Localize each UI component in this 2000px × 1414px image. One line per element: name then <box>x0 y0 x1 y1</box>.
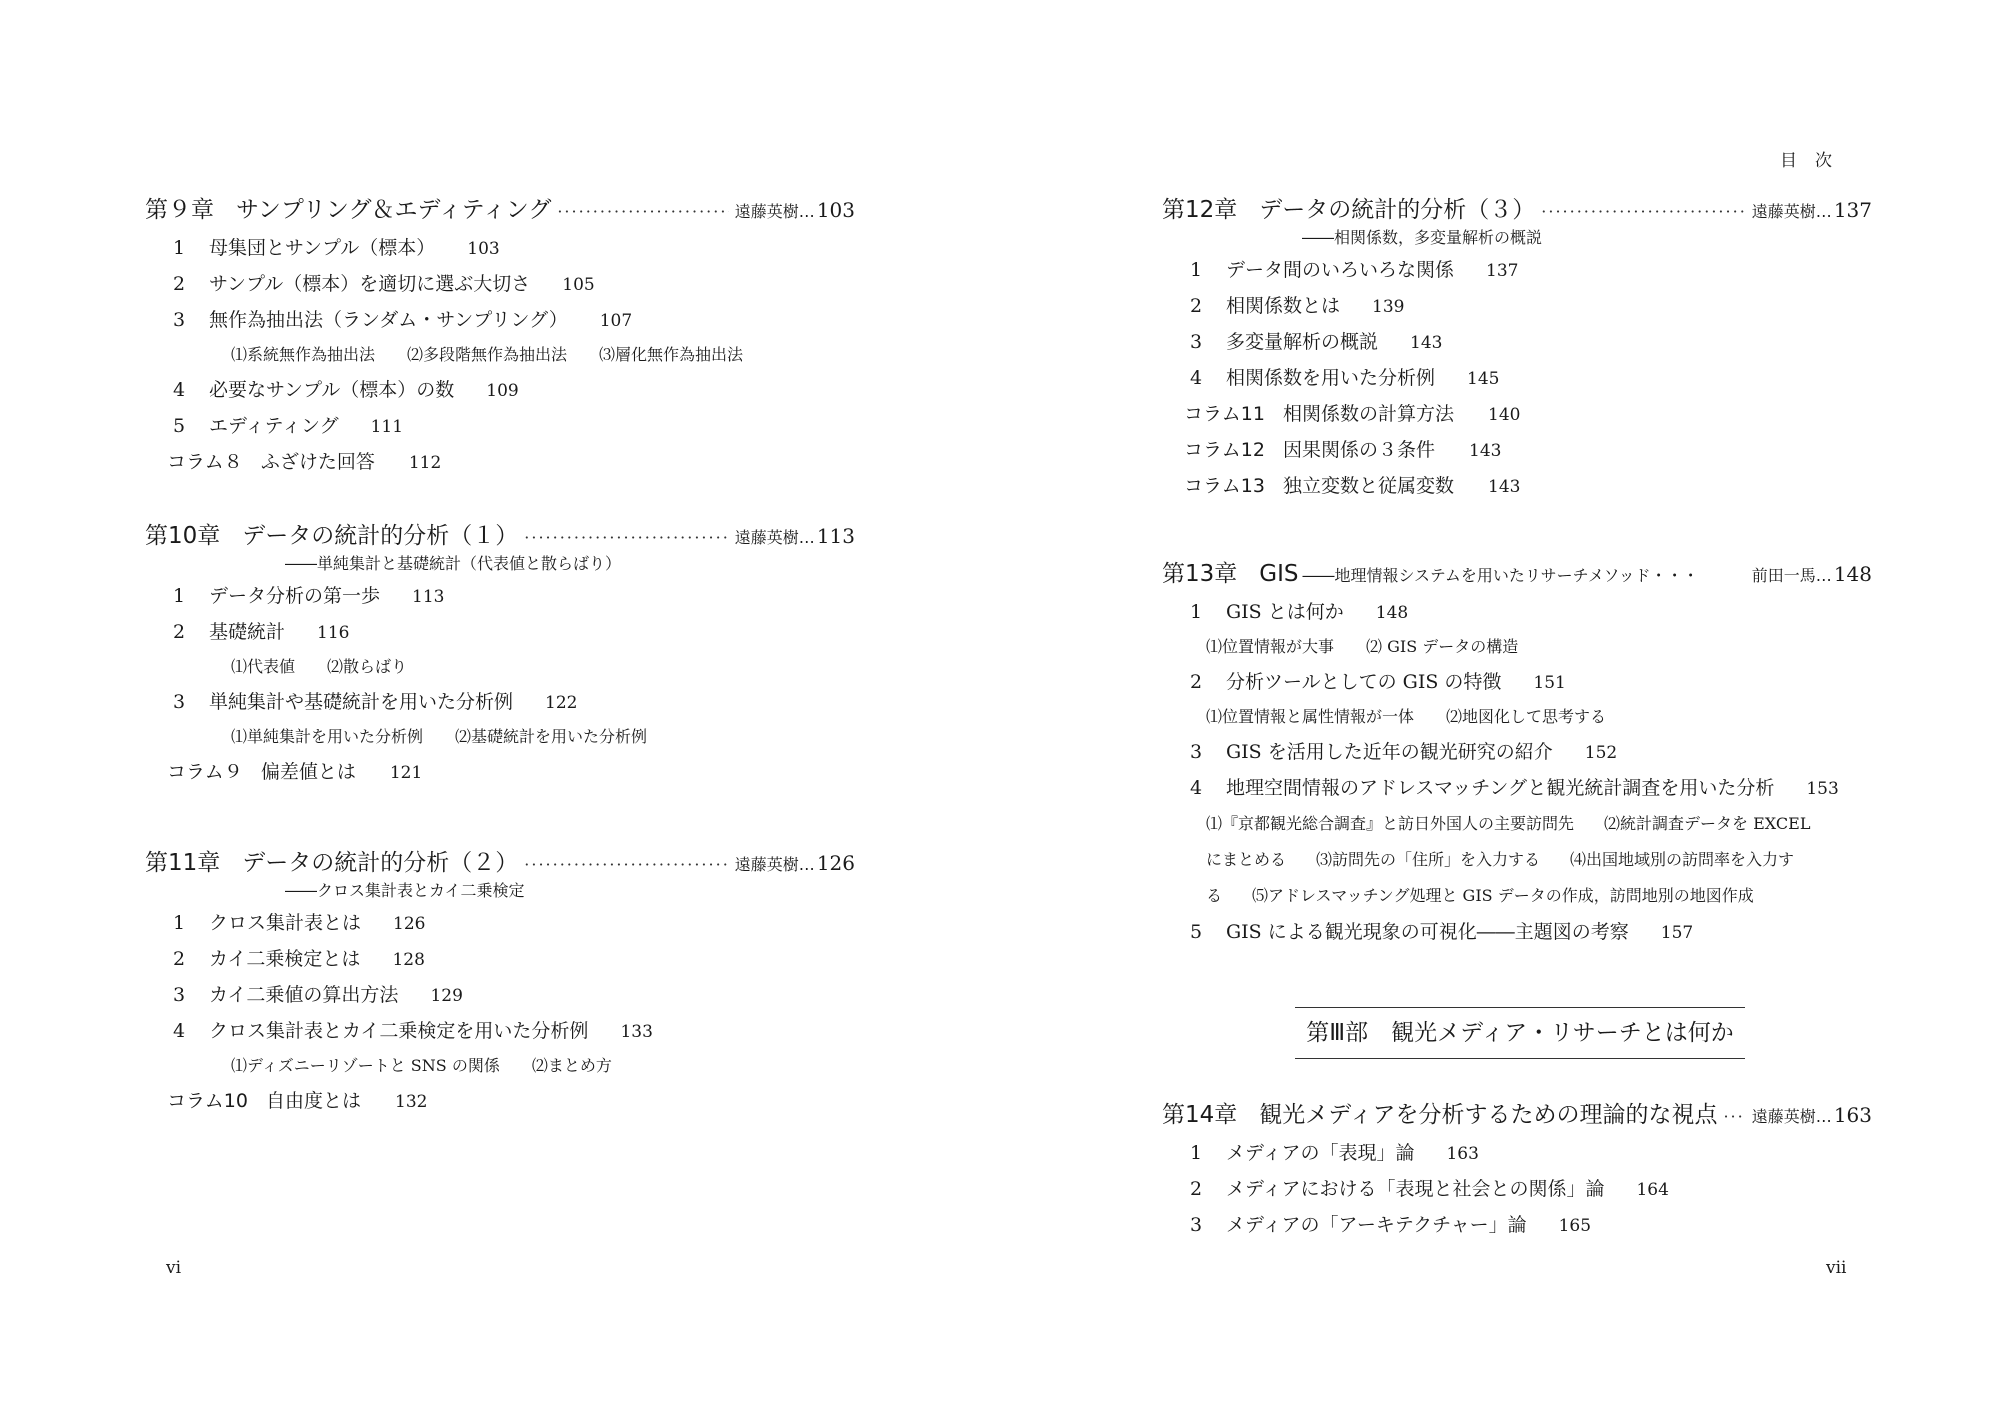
section-page: 133 <box>620 1022 653 1042</box>
section-item <box>173 684 855 720</box>
subsection: ⑵基礎統計を用いた分析例 <box>455 727 648 746</box>
subsection: ⑵ GIS データの構造 <box>1366 637 1519 656</box>
section-item <box>1190 770 1872 806</box>
section-title: 母集団とサンプル（標本） <box>209 237 436 259</box>
section-page: 151 <box>1533 673 1566 693</box>
subsection: ⑶訪問先の「住所」を入力する <box>1316 850 1541 869</box>
chapter-author: 前田一馬… <box>1751 566 1832 585</box>
section-title: カイ二乗値の算出方法 <box>209 984 399 1006</box>
section-page: 153 <box>1806 779 1839 799</box>
section-title: カイ二乗検定とは <box>209 948 361 970</box>
chapter-subtitle: ――地理情報システムを用いたリサーチメソッド・・・ <box>1302 566 1699 585</box>
section-number: 4 <box>173 379 186 401</box>
column-title: 独立変数と従属変数 <box>1283 475 1455 497</box>
chapter-title: データの統計的分析（３） <box>1259 197 1536 223</box>
section-title: メディアにおける「表現と社会との関係」論 <box>1226 1178 1605 1200</box>
column-label: コラム10 <box>167 1090 248 1112</box>
chapter-author: 遠藤英樹… <box>734 202 815 221</box>
running-header: 目次 <box>1780 151 1850 171</box>
section-title: 基礎統計 <box>209 621 286 643</box>
subsection-list <box>1190 630 1872 664</box>
section-number: 2 <box>173 621 186 643</box>
section-title: GIS による観光現象の可視化――主題図の考察 <box>1226 921 1629 943</box>
chapter-11 <box>145 843 855 1119</box>
subsection-list <box>173 338 855 372</box>
part-heading: 第Ⅲ部 観光メディア・リサーチとは何か <box>1295 1007 1745 1059</box>
section-number: 2 <box>1190 671 1203 693</box>
subsection: ⑴ディズニーリゾートと SNS の関係 <box>231 1056 500 1075</box>
subsection: ⑵統計調査データを EXCEL にまとめる <box>1206 814 1811 869</box>
section-page: 126 <box>393 914 426 934</box>
section-number: 5 <box>1190 921 1203 943</box>
subsection: ⑴単純集計を用いた分析例 <box>231 727 424 746</box>
section-title: 相関係数とは <box>1226 295 1341 317</box>
column-page: 140 <box>1488 405 1521 425</box>
section-number: 1 <box>173 912 186 934</box>
subsection: ⑵地図化して思考する <box>1446 707 1607 726</box>
chapter-14 <box>1162 1095 1872 1243</box>
chapter-page: 103 <box>816 198 855 222</box>
column-title: 自由度とは <box>266 1090 362 1112</box>
section-number: 1 <box>173 237 186 259</box>
section-item <box>1190 324 1872 360</box>
column-entry <box>1184 432 1872 468</box>
section-title: 分析ツールとしての GIS の特徴 <box>1226 671 1502 693</box>
section-item <box>173 614 855 650</box>
column-entry <box>1184 396 1872 432</box>
section-item <box>173 372 855 408</box>
section-number: 4 <box>1190 777 1203 799</box>
chapter-author: 遠藤英樹… <box>734 855 815 874</box>
section-page: 137 <box>1486 261 1519 281</box>
chapter-10 <box>145 516 855 790</box>
section-page: 139 <box>1372 297 1405 317</box>
section-title: GIS とは何か <box>1226 601 1344 623</box>
chapter-9 <box>145 190 855 480</box>
subsection: ⑵散らばり <box>327 657 408 676</box>
section-page: 157 <box>1660 923 1694 943</box>
column-page: 132 <box>395 1092 428 1112</box>
chapter-number: 第13章 <box>1162 561 1238 587</box>
subsection-list <box>173 720 855 754</box>
section-title: 相関係数を用いた分析例 <box>1226 367 1436 389</box>
section-item <box>1190 734 1872 770</box>
column-title: 因果関係の３条件 <box>1283 439 1436 461</box>
subsection: ⑵まとめ方 <box>531 1056 612 1075</box>
chapter-subtitle: ――単純集計と基礎統計（代表値と散らばり） <box>285 554 622 573</box>
section-item <box>1190 1135 1872 1171</box>
section-number: 1 <box>1190 601 1203 623</box>
section-title: エディティング <box>209 415 339 437</box>
section-item <box>1190 288 1872 324</box>
section-title: サンプル（標本）を適切に選ぶ大切さ <box>209 273 531 295</box>
section-title: クロス集計表とカイ二乗検定を用いた分析例 <box>209 1020 589 1042</box>
chapter-page: 148 <box>1833 562 1872 586</box>
column-page: 121 <box>389 763 423 783</box>
section-title: メディアの「アーキテクチャー」論 <box>1226 1214 1527 1236</box>
section-number: 1 <box>1190 1142 1203 1164</box>
section-number: 1 <box>1190 259 1203 281</box>
column-entry <box>145 754 855 790</box>
section-number: 3 <box>173 691 186 713</box>
subsection: ⑴『京都観光総合調査』と訪日外国人の主要訪問先 <box>1206 814 1575 833</box>
chapter-page: 137 <box>1833 198 1872 222</box>
column-label: コラム11 <box>1184 403 1265 425</box>
subsection-list <box>173 650 855 684</box>
chapter-title: GIS <box>1259 561 1299 587</box>
subsection: ⑴系統無作為抽出法 <box>231 345 376 364</box>
chapter-subtitle: ――クロス集計表とカイ二乗検定 <box>285 881 525 900</box>
section-title: データ分析の第一歩 <box>209 585 381 607</box>
column-title: 相関係数の計算方法 <box>1283 403 1455 425</box>
chapter-title: 観光メディアを分析するための理論的な視点 <box>1259 1102 1718 1128</box>
column-label: コラム12 <box>1184 439 1265 461</box>
chapter-heading <box>1162 1095 1872 1135</box>
column-entry <box>145 444 855 480</box>
section-page: 164 <box>1636 1180 1669 1200</box>
section-item <box>173 941 855 977</box>
section-item <box>1190 252 1872 288</box>
page-number: vii <box>1826 1258 1847 1278</box>
column-title: 偏差値とは <box>260 761 356 783</box>
dot-leader <box>524 845 729 885</box>
chapter-number: 第12章 <box>1162 197 1238 223</box>
subsection-list <box>1190 700 1872 734</box>
section-title: メディアの「表現」論 <box>1226 1142 1415 1164</box>
section-number: 3 <box>1190 741 1203 763</box>
section-item <box>1190 360 1872 396</box>
section-title: 多変量解析の概説 <box>1226 331 1379 353</box>
chapter-author: 遠藤英樹… <box>734 528 815 547</box>
subsection: ⑸アドレスマッチング処理と GIS データの作成，訪問地別の地図作成 <box>1252 886 1754 905</box>
right-page <box>1000 0 2000 1414</box>
section-page: 152 <box>1584 743 1618 763</box>
dot-leader <box>557 192 728 232</box>
section-title: GIS を活用した近年の観光研究の紹介 <box>1226 741 1553 763</box>
section-page: 145 <box>1467 369 1500 389</box>
subsection: ⑴位置情報と属性情報が一体 <box>1206 707 1415 726</box>
chapter-heading <box>145 190 855 230</box>
section-item <box>173 977 855 1013</box>
subsection: ⑴位置情報が大事 <box>1206 637 1335 656</box>
section-item <box>173 1013 855 1049</box>
section-item <box>1190 1171 1872 1207</box>
chapter-title: サンプリング＆エディティング <box>236 197 552 223</box>
chapter-subtitle: ――相関係数，多変量解析の概説 <box>1302 228 1543 247</box>
section-page: 143 <box>1410 333 1443 353</box>
section-item <box>173 266 855 302</box>
section-number: 2 <box>1190 295 1203 317</box>
column-label: コラム13 <box>1184 475 1265 497</box>
section-page: 129 <box>430 986 463 1006</box>
column-label: コラム９ <box>167 761 243 783</box>
section-page: 165 <box>1558 1216 1592 1236</box>
section-number: 3 <box>1190 331 1203 353</box>
section-item <box>1190 594 1872 630</box>
section-number: 2 <box>173 948 186 970</box>
column-page: 143 <box>1469 441 1502 461</box>
subsection: ⑴代表値 <box>231 657 296 676</box>
page-number: vi <box>166 1258 182 1278</box>
column-page: 112 <box>408 453 442 473</box>
subsection: ⑷出国地域別の訪問率を入力する <box>1206 850 1795 905</box>
column-label: コラム８ <box>167 451 243 473</box>
column-entry <box>1184 468 1872 504</box>
column-entry <box>145 1083 855 1119</box>
chapter-title: データの統計的分析（２） <box>242 850 519 876</box>
section-page: 148 <box>1375 603 1409 623</box>
subsection-list <box>1190 806 1816 914</box>
subsection-list <box>173 1049 855 1083</box>
section-page: 109 <box>486 381 519 401</box>
chapter-title: データの統計的分析（１） <box>242 523 519 549</box>
section-item <box>173 408 855 444</box>
chapter-page: 126 <box>816 851 855 875</box>
chapter-author: 遠藤英樹… <box>1751 202 1832 221</box>
section-item <box>1190 1207 1872 1243</box>
section-page: 111 <box>370 417 404 437</box>
section-title: クロス集計表とは <box>209 912 362 934</box>
section-number: 1 <box>173 585 186 607</box>
section-item <box>173 302 855 338</box>
chapter-number: 第11章 <box>145 850 221 876</box>
subsection: ⑵多段階無作為抽出法 <box>407 345 568 364</box>
chapter-number: 第14章 <box>1162 1102 1238 1128</box>
section-title: 必要なサンプル（標本）の数 <box>209 379 455 401</box>
section-title: データ間のいろいろな関係 <box>1226 259 1455 281</box>
chapter-page: 163 <box>1833 1103 1872 1127</box>
section-title: 単純集計や基礎統計を用いた分析例 <box>209 691 514 713</box>
section-number: 4 <box>173 1020 186 1042</box>
section-page: 128 <box>392 950 425 970</box>
column-page: 143 <box>1488 477 1521 497</box>
section-page: 105 <box>562 275 595 295</box>
section-page: 116 <box>317 623 350 643</box>
section-title: 無作為抽出法（ランダム・サンプリング） <box>209 309 568 331</box>
section-item <box>1190 664 1872 700</box>
section-number: 3 <box>173 984 186 1006</box>
section-number: 3 <box>173 309 186 331</box>
section-item <box>173 578 855 614</box>
section-number: 5 <box>173 415 186 437</box>
chapter-heading <box>1162 554 1872 594</box>
chapter-number: 第10章 <box>145 523 221 549</box>
section-number: 3 <box>1190 1214 1203 1236</box>
section-page: 107 <box>599 311 633 331</box>
subsection: ⑶層化無作為抽出法 <box>599 345 744 364</box>
section-page: 122 <box>545 693 578 713</box>
dot-leader <box>1541 192 1746 232</box>
section-title: 地理空間情報のアドレスマッチングと観光統計調査を用いた分析 <box>1226 777 1775 799</box>
section-item <box>1190 914 1872 950</box>
section-page: 103 <box>467 239 500 259</box>
section-number: 2 <box>1190 1178 1203 1200</box>
section-page: 113 <box>412 587 445 607</box>
chapter-13 <box>1162 554 1872 950</box>
chapter-number: 第９章 <box>145 197 214 223</box>
column-title: ふざけた回答 <box>260 451 375 473</box>
section-number: 4 <box>1190 367 1203 389</box>
chapter-page: 113 <box>816 524 855 548</box>
chapter-author: 遠藤英樹… <box>1751 1107 1832 1126</box>
section-number: 2 <box>173 273 186 295</box>
section-page: 163 <box>1446 1144 1479 1164</box>
section-item <box>173 230 855 266</box>
section-item <box>173 905 855 941</box>
dot-leader <box>1723 1097 1745 1137</box>
chapter-12 <box>1162 190 1872 504</box>
